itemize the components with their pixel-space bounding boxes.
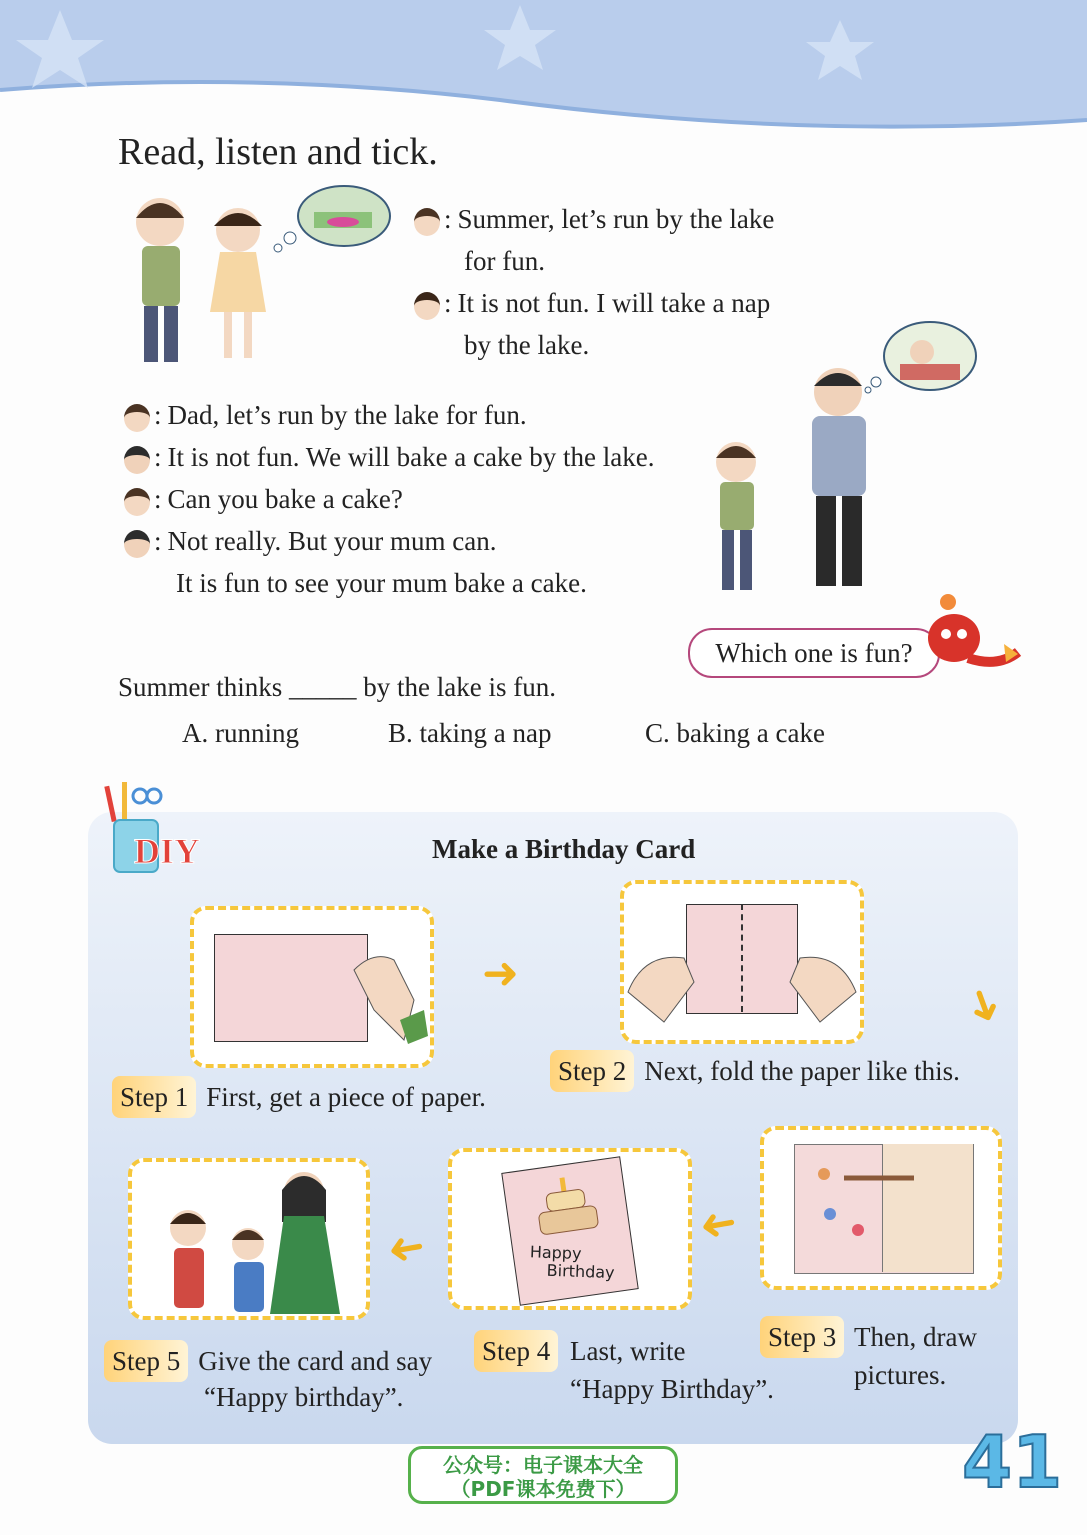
step5-text-cont: “Happy birthday”.	[204, 1382, 404, 1412]
boy-face-icon	[124, 404, 150, 432]
step3-text-cont: pictures.	[854, 1360, 947, 1390]
step5-caption	[104, 1340, 432, 1382]
step-badge: Step 1	[112, 1076, 196, 1118]
step3-caption	[760, 1316, 854, 1358]
cake-icon	[528, 1173, 606, 1242]
step3-image	[760, 1126, 1002, 1290]
step4-caption	[474, 1330, 568, 1372]
family-icon	[152, 1162, 362, 1318]
dialog-text: Not really. But your mum can.	[167, 526, 497, 556]
boy-girl-illustration	[128, 182, 398, 372]
dialog-text-cont: by the lake.	[464, 330, 590, 360]
step-badge: Step 5	[104, 1340, 188, 1382]
step5-image	[128, 1158, 370, 1320]
dialog-line: : It is not fun. We will bake a cake by the lake.	[124, 436, 724, 478]
dialog-line: : Dad, let’s run by the lake for fun.	[124, 394, 724, 436]
top-banner	[0, 0, 1087, 130]
question-bubble: Which one is fun?	[688, 628, 940, 678]
boy-dad-illustration	[700, 312, 990, 602]
arrow-down-icon: ➜	[954, 979, 1015, 1032]
boy-face-icon	[124, 488, 150, 516]
watermark-line1: 公众号：电子课本大全	[443, 1453, 643, 1477]
dragon-mascot-icon	[918, 588, 1022, 688]
dialog-text: Summer, let’s run by the lake	[457, 204, 775, 234]
step1-caption	[112, 1076, 486, 1118]
option-a[interactable]: A. running	[182, 718, 299, 748]
birthday-card	[501, 1156, 638, 1305]
dialog-line: : Can you bake a cake?	[124, 478, 724, 520]
step-badge: Step 4	[474, 1330, 558, 1372]
watermark-badge	[408, 1446, 678, 1504]
card-text-happy: Happy	[529, 1242, 582, 1264]
fill-blank-question: Summer thinks _____ by the lake is fun.	[118, 672, 556, 702]
step-badge: Step 2	[550, 1050, 634, 1092]
dialog-text-cont: for fun.	[464, 246, 545, 276]
arrow-right-icon: ➜	[482, 948, 519, 999]
dad-face-icon	[124, 530, 150, 558]
dialog-text: Can you bake a cake?	[167, 484, 403, 514]
step4-text-cont: “Happy Birthday”.	[570, 1374, 774, 1404]
option-b[interactable]: B. taking a nap	[388, 718, 552, 748]
step-badge: Step 3	[760, 1316, 844, 1358]
step2-caption	[550, 1050, 960, 1092]
hand-icon	[344, 940, 430, 1050]
dialog-line: : It is not fun. I will take a nap	[414, 282, 834, 324]
step-text: Next, fold the paper like this.	[644, 1056, 960, 1086]
dialog-text: It is not fun. I will take a nap	[457, 288, 771, 318]
step1-image	[190, 906, 434, 1068]
flower-drawing-icon	[804, 1154, 924, 1264]
dialog-text-cont: It is fun to see your mum bake a cake.	[176, 568, 587, 598]
arrow-left-icon: ➜	[383, 1221, 430, 1278]
step3-text: Then, draw	[854, 1322, 977, 1352]
diy-logo-text: DIY	[134, 831, 201, 871]
section-heading: Read, listen and tick.	[118, 131, 438, 173]
step4-text: Last, write	[570, 1336, 686, 1366]
step-text: First, get a piece of paper.	[206, 1082, 486, 1112]
dialog-text: It is not fun. We will bake a cake by the lake.	[167, 442, 655, 472]
dialog-boy-dad	[124, 394, 724, 604]
diy-logo	[104, 780, 224, 874]
diy-title: Make a Birthday Card	[432, 834, 696, 864]
step-text: Give the card and say	[198, 1346, 433, 1376]
page-number: 41	[962, 1420, 1063, 1504]
watermark-line2: （PDF课本免费下）	[450, 1477, 636, 1501]
dialog-line: : Summer, let’s run by the lake	[414, 198, 834, 240]
boy-face-icon	[414, 208, 440, 236]
dad-face-icon	[124, 446, 150, 474]
step2-image	[620, 880, 864, 1044]
arrow-left-icon: ➜	[695, 1197, 742, 1254]
card-text-birthday: Birthday	[546, 1260, 615, 1283]
dialog-line: : Not really. But your mum can.	[124, 520, 724, 562]
step4-image	[448, 1148, 692, 1310]
girl-face-icon	[414, 292, 440, 320]
dialog-text: Dad, let’s run by the lake for fun.	[167, 400, 527, 430]
option-c[interactable]: C. baking a cake	[645, 718, 825, 748]
hands-icon	[624, 932, 860, 1032]
